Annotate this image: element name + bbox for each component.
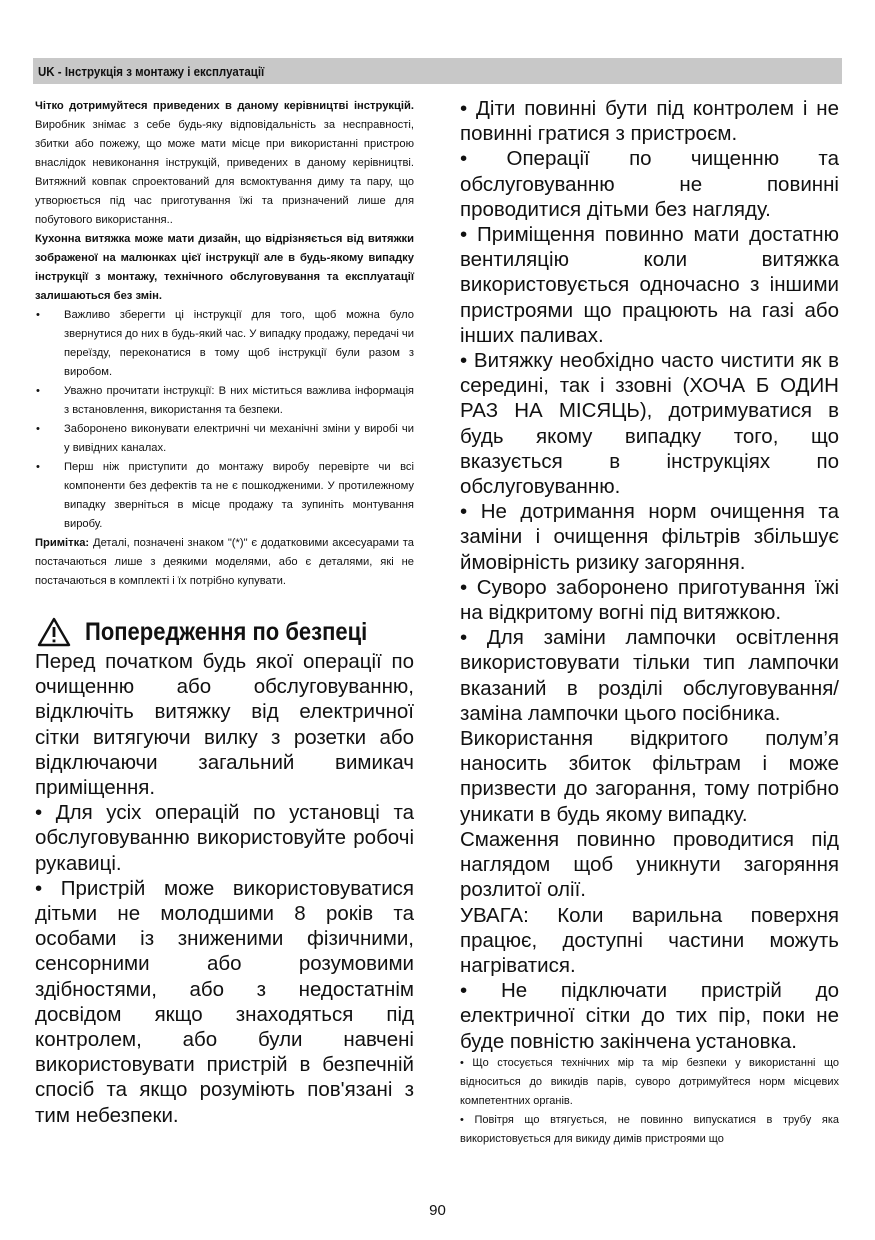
safety-paragraph: УВАГА: Коли варильна поверхня працює, доступні частини можуть нагріватися. (460, 903, 839, 977)
instructions-list (35, 306, 414, 534)
safety-paragraph: Використання відкритого полум’я наносить збиток фільтрам і може призвести до загорання, тому потрібно уникати в будь якому випадку. (460, 727, 839, 826)
safety-heading (35, 615, 414, 649)
intro-paragraph (35, 97, 414, 230)
safety-paragraph: • Діти повинні бути під контролем і не повинні гратися з пристроєм. (460, 97, 839, 146)
list-item-text: Перш ніж приступити до монтажу виробу перевірте чи всі компоненти без дефектів та не є пошкодженими. У протилежному випадку зверніться в місце продажу та зупиніть монтування виробу. (64, 461, 414, 530)
list-item (35, 420, 414, 458)
safety-paragraph: • Не дотримання норм очищення та заміни і очищення фільтрів збільшує ймовірність ризику загоряння. (460, 500, 839, 574)
document-title: UK - Інструкція з монтажу і експлуатації (38, 65, 265, 79)
right-column (460, 96, 839, 1149)
safety-paragraph: Перед початком будь якої операції по очищенню або обслуговуванню, відключіть витяжку від електричної сітки витягуючи вилку з розетки або відключаючи загальний вимикач приміщення. (35, 650, 414, 800)
intro-text: Виробник знімає з себе будь-яку відповідальність за несправності, збитки або пожежу, що може мати місце при використанні пристрою внаслідок невиконання інструкцій, приведених в даному керівництві. Витяжний ковпак спроектований для всмоктування диму та пару, що утворюється під час приготування їжі та призначений лише для побутового використання.. (35, 119, 414, 226)
safety-paragraph: • Витяжку необхідно часто чистити як в середині, так і ззовні (ХОЧА Б ОДИН РАЗ НА МІСЯЦЬ), дотримуватися в будь якому випадку того, що вказується в інструкціях по обслуговуванню. (460, 349, 839, 499)
safety-title: Попередження по безпеці (85, 617, 368, 646)
page-number: 90 (429, 1202, 446, 1219)
note-label: Примітка: (35, 537, 90, 549)
safety-paragraph: • Для заміни лампочки освітлення використовувати тільки тип лампочки вказаний в розділі обслуговування/заміна лампочки цього посібника. (460, 626, 839, 725)
small-paragraph: • Повітря що втягується, не повинно випускатися в трубу яка використовується для викиду димів пристроями що (460, 1113, 839, 1145)
list-item-text: Важливо зберегти ці інструкції для того, щоб можна було звернутися до них в будь-який час. У випадку продажу, передачі чи переїзду, переконатися в тому щоб інструкції були разом з виробом. (64, 309, 414, 378)
design-note-text: Кухонна витяжка може мати дизайн, що відрізняється від витяжки зображеної на малюнках цієї інструкції але в будь-якому випадку інструкції з монтажу, технічного обслуговування та експлуатації залишаються без змін. (35, 233, 414, 302)
list-item-text: Заборонено виконувати електричні чи механічні зміни у виробі чи у вивідних каналах. (64, 423, 414, 454)
safety-paragraph: • Для усіх операцій по установці та обслуговуванню використовуйте робочі рукавиці. (35, 801, 414, 875)
bullet-symbol: • (36, 423, 40, 435)
safety-paragraph: • Суворо заборонено приготування їжі на відкритому вогні під витяжкою. (460, 575, 839, 625)
list-item (35, 306, 414, 382)
intro-bold-text: Чітко дотримуйтеся приведених в даному керівництві інструкцій. (35, 100, 414, 112)
design-note (35, 230, 414, 306)
bullet-symbol: • (36, 461, 40, 473)
header-bar (33, 58, 842, 84)
list-item (35, 458, 414, 534)
left-column (35, 97, 414, 1128)
note-paragraph (35, 534, 414, 591)
bullet-symbol: • (36, 309, 40, 321)
list-item-text: Уважно прочитати інструкції: В них міститься важлива інформація з встановлення, використання та безпеки. (64, 385, 414, 416)
safety-paragraph: • Приміщення повинно мати достатню вентиляцію коли витяжка використовується одночасно з іншими пристроями що працюють на газі або інших паливах. (460, 223, 839, 347)
note-text: Деталі, позначені знаком "(*)" є додатковими аксесуарами та постачаються лише з деякими моделями, або є деталями, які не постачаються в комплекті і їх потрібно купувати. (35, 537, 414, 587)
bullet-symbol: • (36, 385, 40, 397)
safety-paragraph: Смаження повинно проводитися під наглядом щоб уникнути загоряння розлитої олії. (460, 827, 839, 902)
warning-triangle-icon (37, 617, 71, 647)
safety-paragraph: • Операції по чищенню та обслуговуванню не повинні проводитися дітьми без нагляду. (460, 147, 839, 221)
list-item (35, 382, 414, 420)
small-paragraph: • Що стосується технічних мір та мір безпеки у використанні що відноситься до викидів парів, суворо дотримуйтеся норм місцевих компетентних органів. (460, 1056, 839, 1107)
safety-paragraph: • Не підключати пристрій до електричної сітки до тих пір, поки не буде повністю закінчена установка. (460, 979, 839, 1053)
safety-paragraph: • Пристрій може використовуватися дітьми не молодшими 8 років та особами із зниженими фізичними, сенсорними або розумовими здібностями, або з недостатнім досвідом якщо знаходяться під контролем, або були навчені використовувати пристрій в безпечній спосіб та якщо розуміють пов'язані з тим небезпеки. (35, 876, 414, 1127)
